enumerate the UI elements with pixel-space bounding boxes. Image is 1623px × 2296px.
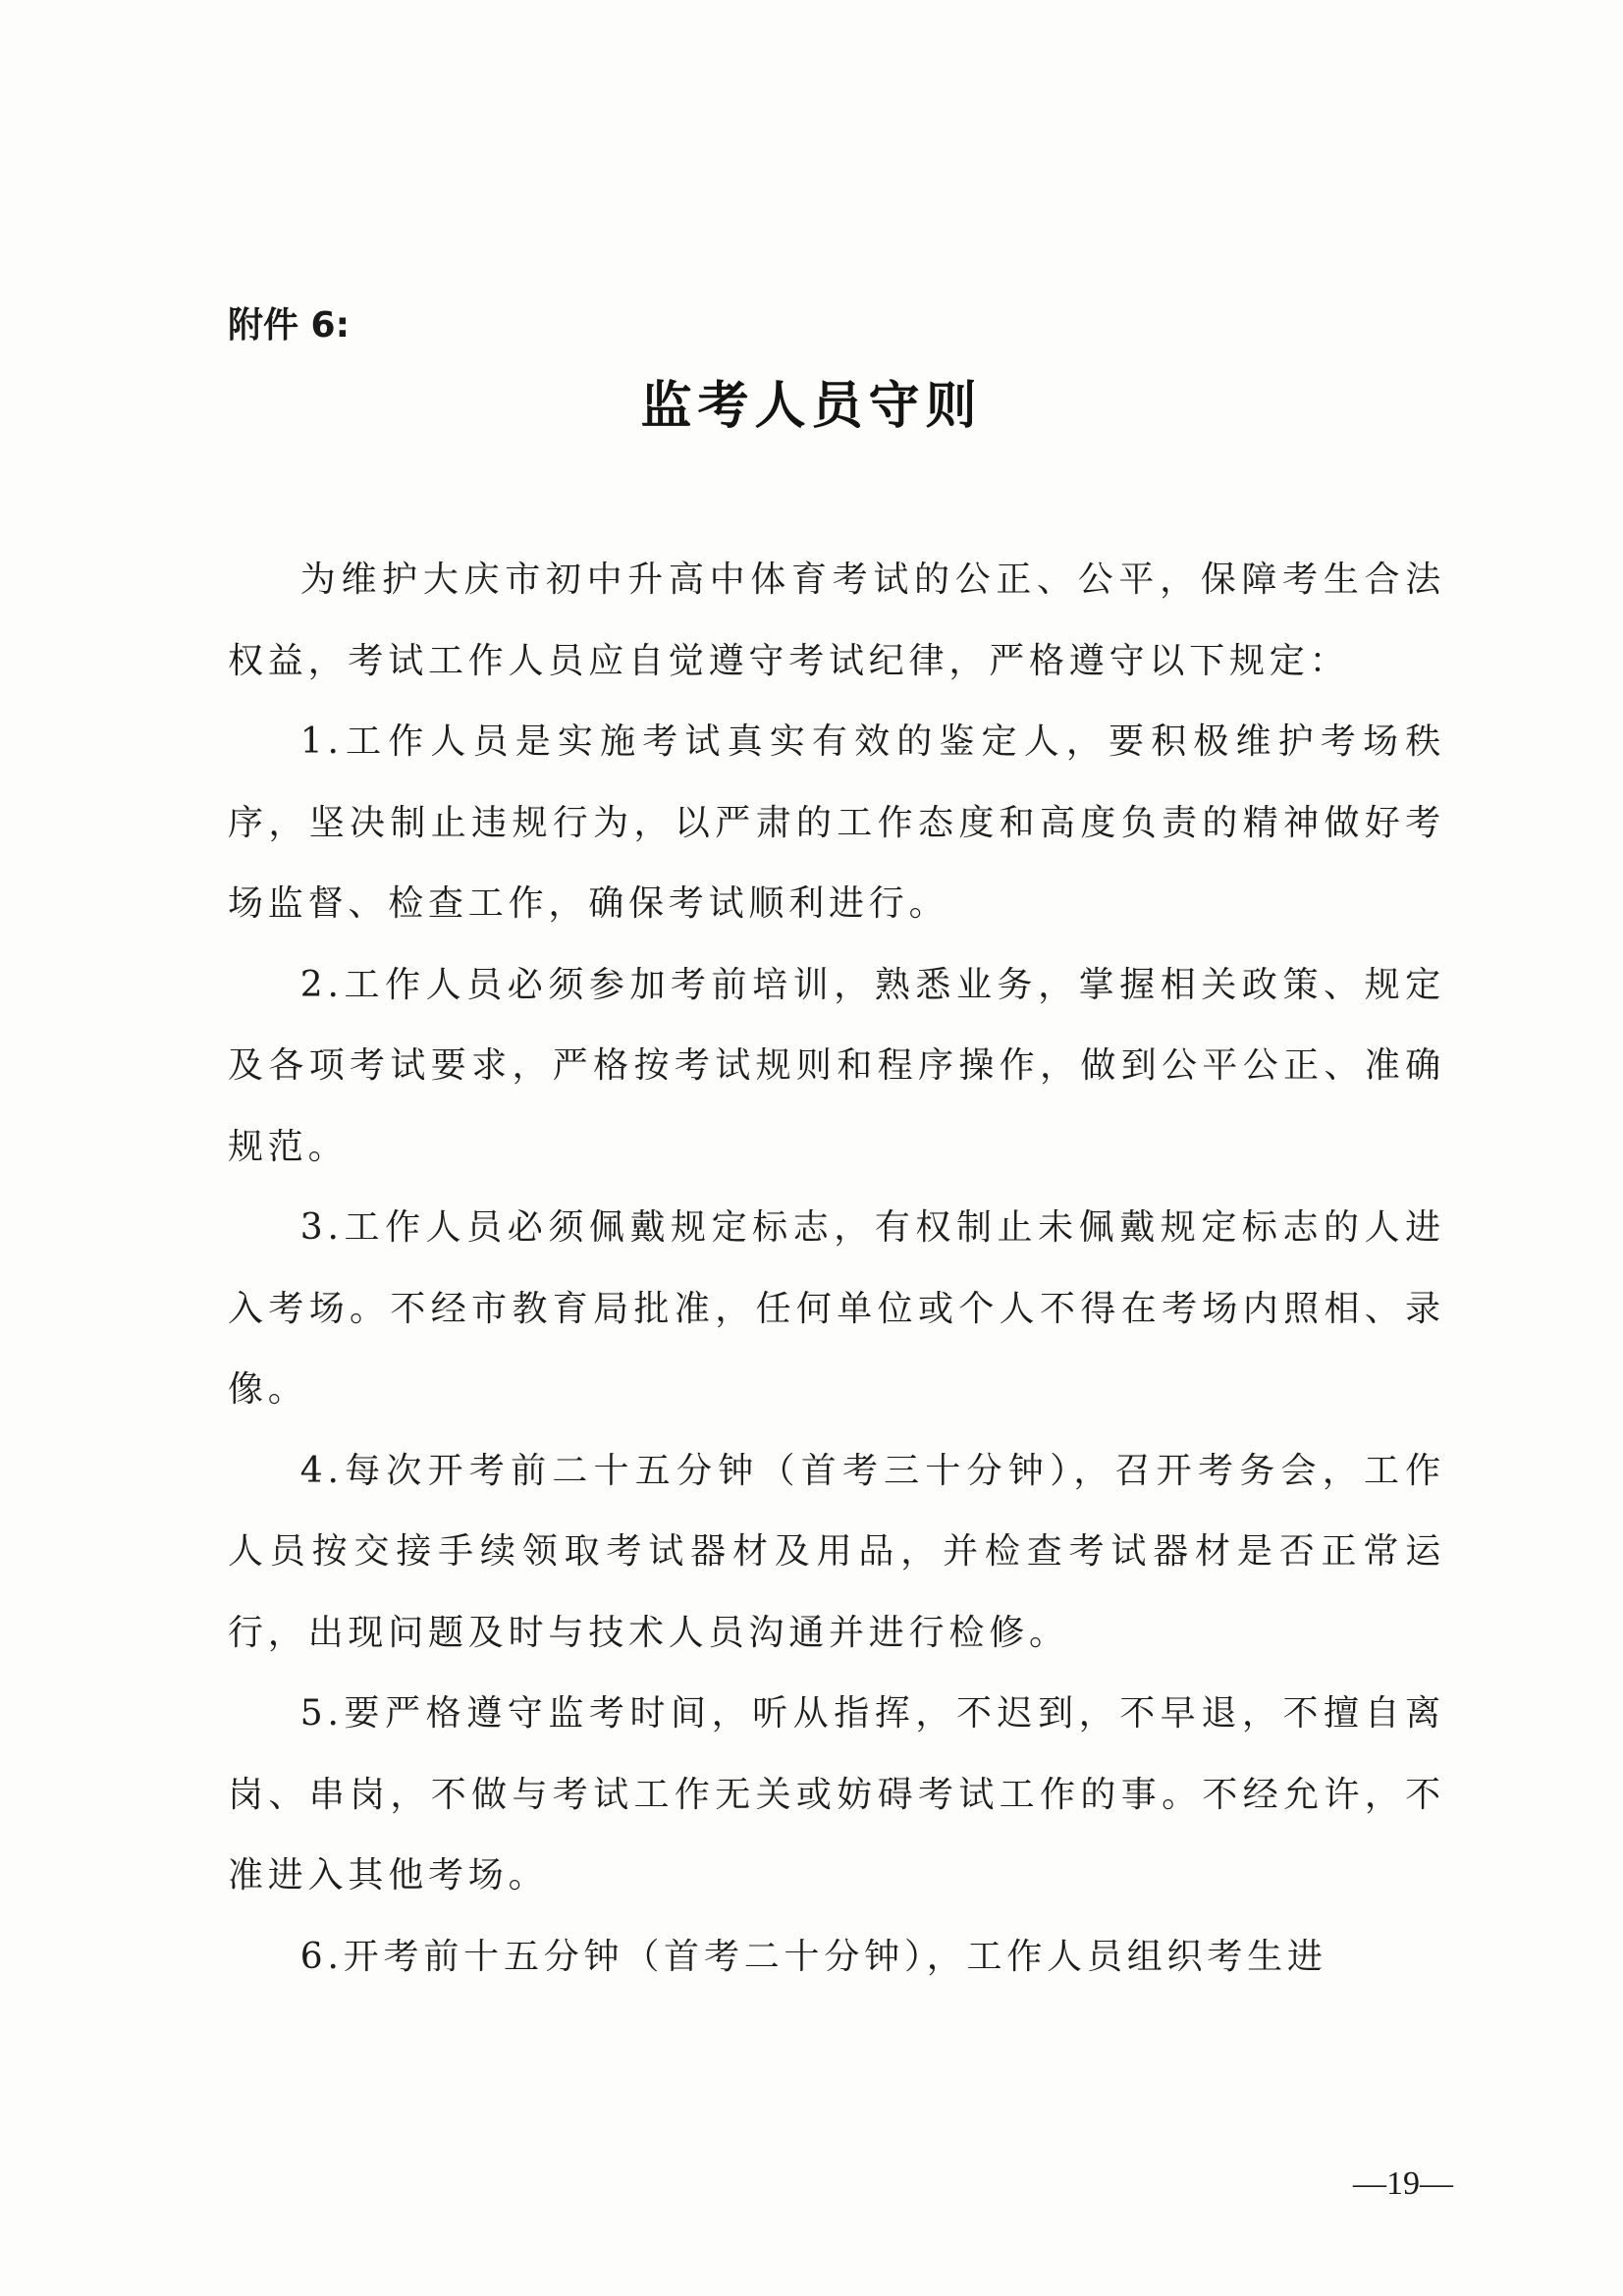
rule-paragraph-1: 1.工作人员是实施考试真实有效的鉴定人，要积极维护考场秩序，坚决制止违规行为，以严肃的工作态度和高度负责的精神做好考场监督、检查工作，确保考试顺利进行。 <box>228 721 1445 924</box>
intro-paragraph: 为维护大庆市初中升高中体育考试的公正、公平，保障考生合法权益，考试工作人员应自觉遵守考试纪律，严格遵守以下规定： <box>228 560 1445 681</box>
rule-paragraph-3: 3.工作人员必须佩戴规定标志，有权制止未佩戴规定标志的人进入考场。不经市教育局批准，任何单位或个人不得在考场内照相、录像。 <box>228 1207 1445 1410</box>
document-body <box>228 540 1445 1998</box>
rule-paragraph-5: 5.要严格遵守监考时间，听从指挥，不迟到，不早退，不擅自离岗、串岗，不做与考试工作无关或妨碍考试工作的事。不经允许，不准进入其他考场。 <box>228 1693 1445 1896</box>
rule-paragraph-2: 2.工作人员必须参加考前培训，熟悉业务，掌握相关政策、规定及各项考试要求，严格按考试规则和程序操作，做到公平公正、准确规范。 <box>228 964 1445 1167</box>
attachment-label: 附件 6: <box>228 305 350 346</box>
rule-paragraph-4: 4.每次开考前二十五分钟（首考三十分钟），召开考务会，工作人员按交接手续领取考试器材及用品，并检查考试器材是否正常运行，出现问题及时与技术人员沟通并进行检修。 <box>228 1450 1445 1653</box>
rule-paragraph-6: 6.开考前十五分钟（首考二十分钟），工作人员组织考生进 <box>299 1936 1327 1977</box>
document-title: 监考人员守则 <box>640 376 983 436</box>
page-number: —19— <box>1353 2165 1453 2202</box>
